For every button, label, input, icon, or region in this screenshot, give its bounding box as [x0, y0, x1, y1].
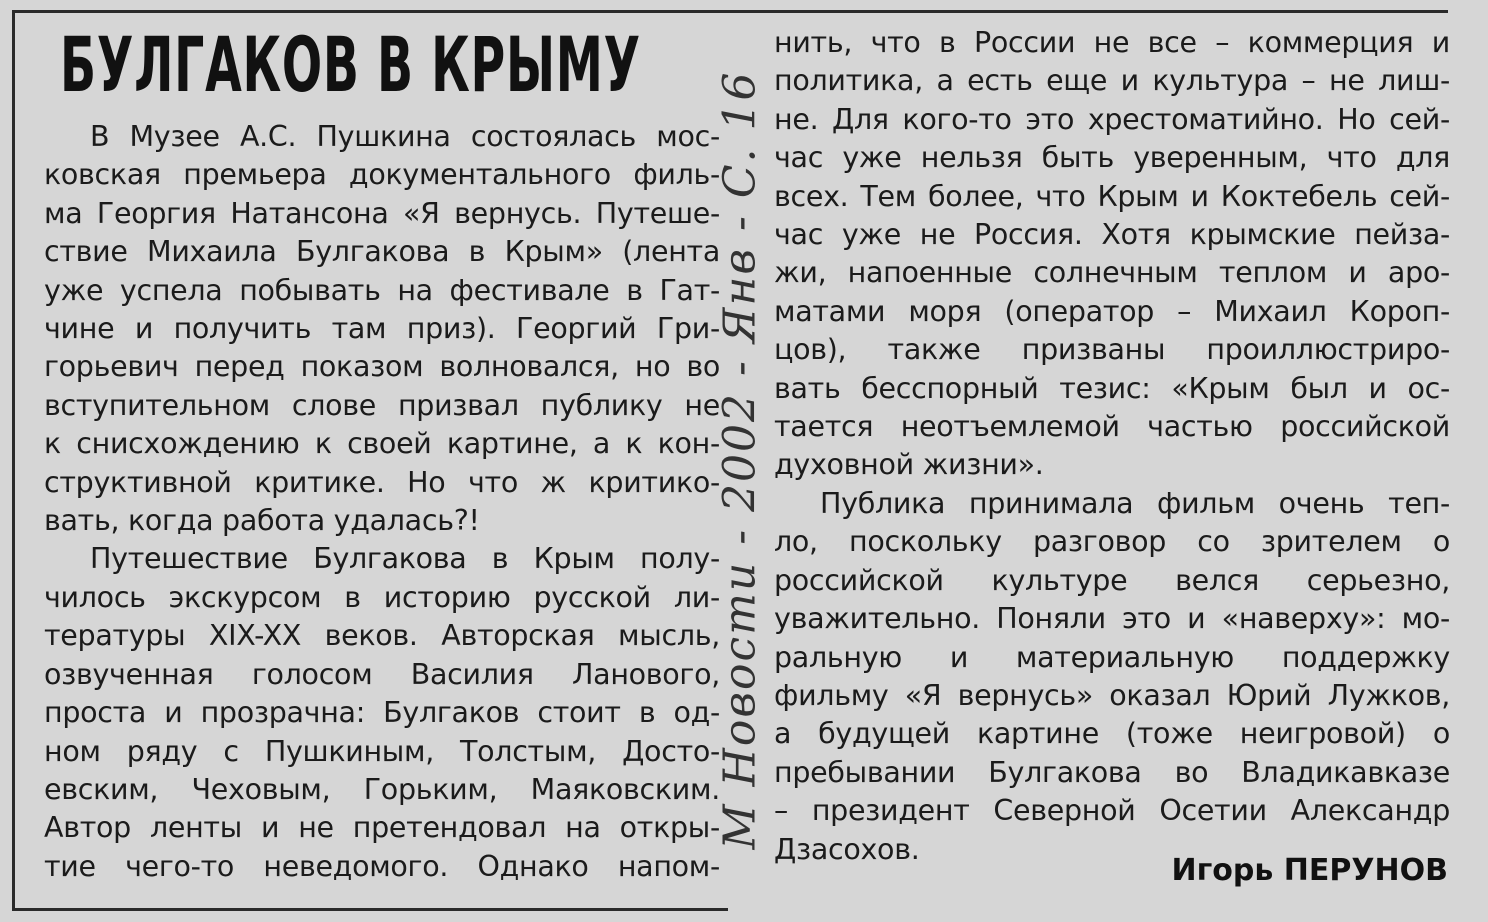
text-line: час уже нельзя быть уверенным, что для [774, 141, 1450, 175]
bottom-border [12, 908, 728, 911]
text-line: к снисхождению к своей картине, а к кон- [44, 427, 720, 461]
text-line: проста и прозрачна: Булгаков стоит в од- [44, 696, 720, 730]
text-line: тературы XIX-XX веков. Авторская мысль, [44, 619, 720, 653]
text-line: ма Георгия Натансона «Я вернусь. Путеше- [44, 196, 720, 230]
text-line: – президент Северной Осетии Александр [774, 794, 1450, 828]
text-line: горьевич перед показом волновался, но во [44, 350, 720, 384]
top-border [12, 10, 1448, 13]
text-line: ном ряду с Пушкиным, Толстым, Досто- [44, 734, 720, 768]
text-line: ствие Михаила Булгакова в Крым» (лента [44, 235, 720, 269]
text-line: фильму «Я вернусь» оказал Юрий Лужков, [774, 678, 1450, 712]
text-line: тается неотъемлемой частью российской [774, 410, 1450, 444]
text-line: матами моря (оператор – Михаил Короп- [774, 294, 1450, 328]
text-line: цов), также призваны проиллюстриро- [774, 333, 1450, 367]
text-line: духовной жизни». [774, 448, 1044, 482]
handwritten-note-text: М Новости - 2002 - Янв - С. 16 [714, 70, 766, 850]
text-line: пребывании Булгакова во Владикавказе [774, 755, 1450, 789]
text-line: озвученная голосом Василия Ланового, [44, 657, 720, 691]
text-line: ральную и материальную поддержку [774, 640, 1450, 674]
article-headline: БУЛГАКОВ В КРЫМУ [60, 22, 641, 110]
text-line: вступительном слове призвал публику не [44, 388, 720, 422]
text-line: всех. Тем более, что Крым и Коктебель сей- [774, 179, 1450, 213]
text-line: чине и получить там приз). Георгий Гри- [44, 312, 720, 346]
text-line: Автор ленты и не претендовал на откры- [44, 811, 720, 845]
text-line: жи, напоенные солнечным теплом и аро- [774, 256, 1450, 290]
text-line: ковская премьера документального филь- [44, 158, 720, 192]
text-line: Путешествие Булгакова в Крым полу- [90, 542, 720, 576]
text-line: не. Для кого-то это хрестоматийно. Но сей- [774, 102, 1450, 136]
text-line: В Музее А.С. Пушкина состоялась мос- [90, 120, 720, 153]
handwritten-note [700, 30, 780, 890]
text-line: тие чего-то неведомого. Однако напом- [44, 849, 720, 883]
text-line: уже успела побывать на фестивале в Гат- [44, 273, 720, 307]
text-line: уважительно. Поняли это и «наверху»: мо- [774, 602, 1450, 636]
text-line: нить, что в России не все – коммерция и [774, 26, 1450, 59]
text-line: а будущей картине (тоже неигровой) о [774, 717, 1450, 751]
left-text-column [44, 118, 720, 886]
text-line: ло, поскольку разговор со зрителем о [774, 525, 1450, 559]
text-line: Дзасохов. [774, 832, 920, 866]
text-line: евским, Чеховым, Горьким, Маяковским. [44, 772, 720, 806]
right-text-column [774, 24, 1450, 869]
left-border [12, 10, 15, 910]
text-line: структивной критике. Но что ж критико- [44, 465, 720, 499]
text-line: вать бесспорный тезис: «Крым был и ос- [774, 371, 1450, 405]
text-line: российской культуре велся серьезно, [774, 563, 1450, 597]
text-line: вать, когда работа удалась?! [44, 504, 480, 538]
text-line: час уже не Россия. Хотя крымские пейза- [774, 218, 1450, 252]
text-line: чилось экскурсом в историю русской ли- [44, 580, 720, 614]
author-byline: Игорь ПЕРУНОВ [1171, 853, 1448, 888]
text-line: политика, а есть еще и культура – не лиш- [774, 64, 1450, 98]
text-line: Публика принимала фильм очень теп- [820, 486, 1450, 520]
